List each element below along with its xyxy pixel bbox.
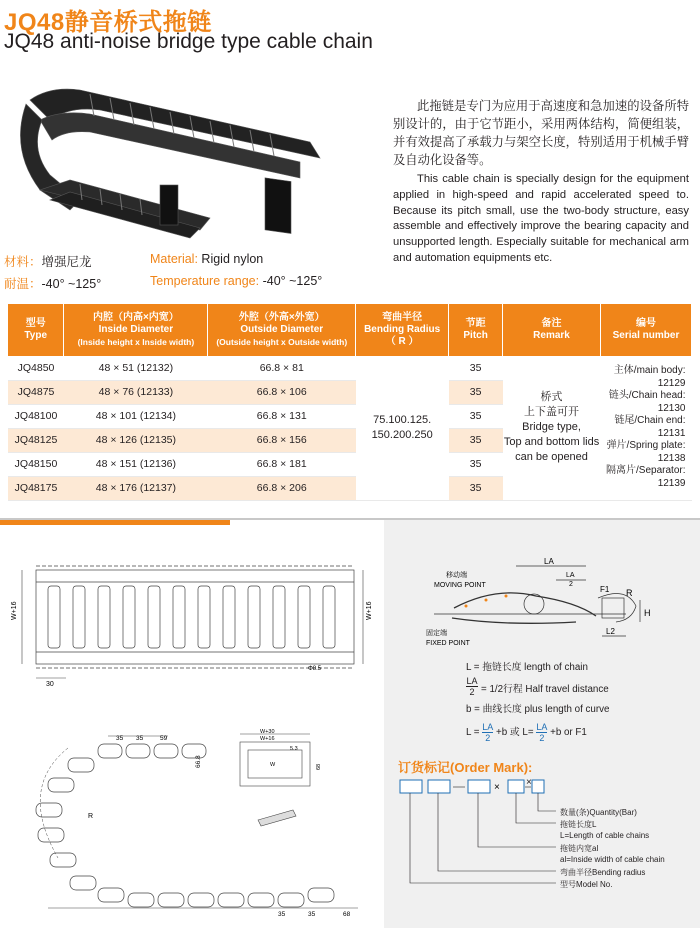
formula-frac2: $\frac{LA}{2}$	[536, 722, 548, 743]
dim-35c: 35	[278, 911, 286, 918]
order-mark-title: 订货标记(Order Mark):	[398, 760, 533, 775]
side-chain-link	[158, 893, 184, 907]
chain-link-slot	[273, 586, 285, 648]
order-label-length-cn: 拖链长度L	[560, 820, 597, 829]
cell-pitch: 35	[449, 380, 503, 404]
diagram-f1: F1	[600, 585, 610, 594]
legend-la-den: 2	[469, 687, 475, 697]
side-chain-link	[98, 744, 122, 758]
temp-en	[150, 274, 322, 288]
cell-remark: 桥式 上下盖可开 Bridge type, Top and bottom lids can be opened	[503, 356, 601, 500]
temp-cn-value: -40° ~125°	[41, 277, 102, 291]
dim-w: W	[270, 762, 276, 768]
cell-outside: 66.8 × 106	[208, 380, 356, 404]
side-chain-link	[188, 893, 214, 907]
chain-link-slot	[73, 586, 85, 648]
cell-pitch: 35	[449, 476, 503, 500]
legend-l: L = 拖链长度 length of chain	[466, 662, 588, 673]
travel-diagram	[426, 556, 688, 648]
header-type: 型号 Type	[8, 304, 64, 356]
page-title-en: JQ48 anti-noise bridge type cable chain	[4, 30, 373, 53]
material-cn-label: 材料：	[4, 255, 42, 269]
header-inside: 内腔（内高×内宽） Inside Diameter (Inside height x Inside width)	[64, 304, 208, 356]
formula-pre: L =	[466, 727, 480, 739]
cell-type: JQ48175	[8, 476, 64, 500]
legend-b: b = 曲线长度 plus length of curve	[466, 704, 610, 715]
cell-outside: 66.8 × 81	[208, 356, 356, 380]
material-en	[150, 252, 263, 266]
material-en-value: Rigid nylon	[201, 252, 264, 266]
side-chain-link	[278, 893, 304, 907]
dim-68: 68	[343, 911, 351, 918]
cell-inside: 48 × 126 (12135)	[64, 428, 208, 452]
dim-phi85: Φ8.5	[308, 666, 322, 672]
diagram-fixed-en: FIXED POINT	[426, 640, 470, 647]
side-chain-link	[154, 744, 178, 758]
dim-30: 30	[46, 681, 54, 688]
chain-link-slot	[298, 586, 310, 648]
order-label-model: 型号Model No.	[560, 880, 613, 889]
cell-serial: 主体/main body: 12129 链头/Chain head: 12130 链尾/Chain end: 12131 弹片/Spring plate: 12138 隔离片/Separator: 12139	[600, 356, 691, 500]
diagram-h: H	[644, 608, 651, 618]
side-chain-link	[182, 744, 206, 758]
description-en: This cable chain is specially design for the equipment applied in high-speed and rapid accelerated speed to. Because its pitch small, use the two-body structure, easy assemble and effectively improve the bearing capacity and unsupported length. Especially suitable for mechanical arm and automation equipments etc.	[393, 173, 689, 264]
header-outside: 外腔（外高×外宽） Outside Diameter (Outside height x Outside width)	[208, 304, 356, 356]
dim-w16-right: W+16	[366, 601, 373, 620]
side-chain-link	[98, 888, 124, 902]
formula-post: +b or F1	[550, 727, 587, 739]
cell-outside: 66.8 × 206	[208, 476, 356, 500]
order-x1: ×	[494, 782, 500, 793]
dim-59: 59	[160, 735, 168, 742]
cell-type: JQ48150	[8, 452, 64, 476]
order-label-width-en: al=Inside width of cable chain	[560, 855, 665, 864]
diagram-fixed-cn: 固定端	[426, 630, 447, 637]
dim-w16b: W+16	[260, 736, 275, 742]
side-chain-link	[128, 893, 154, 907]
chain-link-slot	[248, 586, 260, 648]
chain-link-slot	[223, 586, 235, 648]
diagram-l2: L2	[606, 627, 615, 636]
description-cn: 此拖链是专门为应用于高速度和急加速的设备所特别设计的，由于它节距小，采用两体结构，简便组装，并有效提高了承载力与架空长度，特别适用于机械手臂及自动化设备等。	[393, 99, 689, 167]
chain-link-slot	[323, 586, 335, 648]
side-chain-link	[218, 893, 244, 907]
material-en-label: Material:	[150, 252, 198, 266]
cell-bending: 75.100.125. 150.200.250	[356, 356, 449, 500]
formula-frac1: $\frac{LA}{2}$	[482, 722, 494, 743]
page-title-cn: JQ48静音桥式拖链	[4, 9, 212, 36]
cell-type: JQ4875	[8, 380, 64, 404]
legend-la: = 1/2行程 Half travel distance	[481, 684, 609, 695]
cell-pitch: 35	[449, 404, 503, 428]
diagram-la2-den: 2	[569, 581, 573, 588]
legend-la-num: LA	[466, 676, 478, 686]
header-pitch: 节距 Pitch	[449, 304, 503, 356]
top-view-drawing	[8, 548, 378, 688]
side-chain-link	[38, 828, 64, 842]
chain-link-slot	[98, 586, 110, 648]
cell-outside: 66.8 × 156	[208, 428, 356, 452]
dim-35a: 35	[116, 735, 124, 742]
order-x2: ×	[526, 777, 532, 788]
dim-68-xsec: 68	[316, 763, 322, 770]
diagram-moving-en: MOVING POINT	[434, 582, 486, 589]
cell-outside: 66.8 × 181	[208, 452, 356, 476]
cell-inside: 48 × 101 (12134)	[64, 404, 208, 428]
order-label-radius: 弯曲半径Bending radius	[560, 868, 646, 877]
temp-en-label: Temperature range:	[150, 274, 260, 288]
cell-type: JQ48125	[8, 428, 64, 452]
temp-cn	[4, 274, 101, 292]
dim-w16-left: W+16	[11, 601, 18, 620]
cell-pitch: 35	[449, 428, 503, 452]
side-chain-link	[126, 744, 150, 758]
cell-type: JQ48100	[8, 404, 64, 428]
chain-link-slot	[48, 586, 60, 648]
cell-inside: 48 × 51 (12132)	[64, 356, 208, 380]
side-chain-link	[70, 876, 96, 890]
dim-668: 66.8	[195, 755, 202, 768]
side-chain-link	[308, 888, 334, 902]
cell-inside: 48 × 76 (12133)	[64, 380, 208, 404]
dim-35d: 35	[308, 911, 316, 918]
chain-link-slot	[148, 586, 160, 648]
chain-link-slot	[198, 586, 210, 648]
material-cn	[4, 252, 92, 270]
diagram-moving-cn: 移动端	[446, 572, 467, 579]
side-chain-link	[248, 893, 274, 907]
temp-cn-label: 耐温：	[4, 277, 42, 291]
cell-inside: 48 × 151 (12136)	[64, 452, 208, 476]
chain-link-slot	[173, 586, 185, 648]
table-row	[8, 356, 692, 380]
header-remark: 备注 Remark	[503, 304, 601, 356]
legend-formula	[466, 722, 587, 743]
side-chain-link	[48, 778, 74, 792]
dim-w30: W+30	[260, 729, 275, 735]
diagram-la: LA	[544, 557, 554, 566]
material-cn-value: 增强尼龙	[41, 255, 92, 269]
order-label-width-cn: 拖链内宽al	[560, 844, 599, 853]
side-chain-link	[36, 803, 62, 817]
header-serial: 编号 Serial number	[600, 304, 691, 356]
dim-35b: 35	[136, 735, 144, 742]
diagram-la2: LA	[566, 572, 575, 579]
formula-mid: +b 或 L=	[496, 727, 534, 739]
order-label-length-en: L=Length of cable chains	[560, 831, 650, 840]
cell-inside: 48 × 176 (12137)	[64, 476, 208, 500]
cell-pitch: 35	[449, 452, 503, 476]
table-header-row	[8, 304, 692, 356]
side-chain-link	[50, 853, 76, 867]
legend-la-fraction	[466, 676, 478, 697]
order-label-quantity: 数量(条)Quantity(Bar)	[560, 808, 637, 817]
cell-type: JQ4850	[8, 356, 64, 380]
product-photo	[10, 80, 340, 240]
cell-outside: 66.8 × 131	[208, 404, 356, 428]
chain-link-slot	[123, 586, 135, 648]
cell-pitch: 35	[449, 356, 503, 380]
spec-table	[8, 304, 692, 501]
header-bending: 弯曲半径 Bending Radius （ R ）	[356, 304, 449, 356]
side-chain-link	[68, 758, 94, 772]
dim-53: 5.3	[290, 746, 298, 752]
diagram-r: R	[626, 588, 633, 598]
side-view-drawing	[8, 728, 378, 920]
dim-r-side: R	[88, 813, 94, 820]
temp-en-value: -40° ~125°	[262, 274, 323, 288]
